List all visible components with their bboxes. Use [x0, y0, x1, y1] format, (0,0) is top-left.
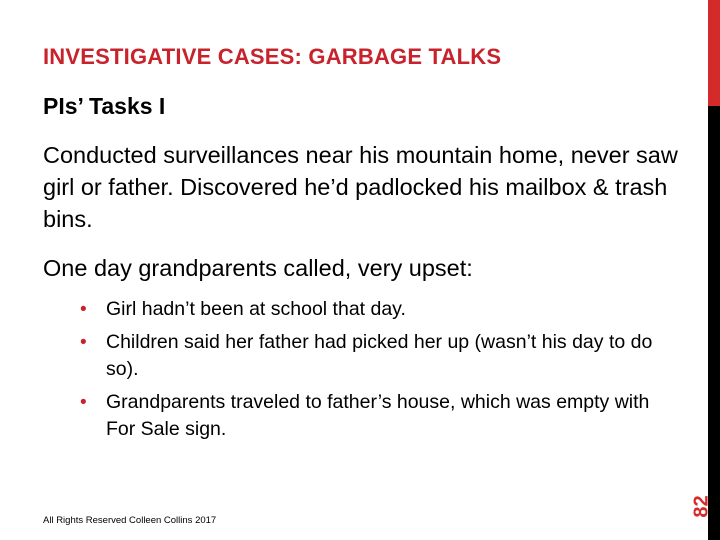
bullet-item	[80, 389, 680, 443]
slide-subtitle: PIs’ Tasks I	[43, 93, 166, 119]
bullet-icon: •	[80, 332, 87, 353]
side-accent-bar-red	[708, 0, 720, 106]
page-number: 82	[690, 495, 713, 518]
body-paragraph-1: Conducted surveillances near his mountain home, never saw girl or father. Discovered he’d padlocked his mailbox & trash bins.	[43, 142, 678, 232]
bullet-item	[80, 296, 680, 323]
bullet-text: Grandparents traveled to father’s house, which was empty with For Sale sign.	[106, 391, 650, 440]
bullet-list	[80, 296, 680, 449]
body-paragraph-2: One day grandparents called, very upset:	[43, 255, 473, 281]
slide-title: INVESTIGATIVE CASES: GARBAGE TALKS	[43, 44, 502, 69]
side-accent-bar-black	[708, 106, 720, 540]
bullet-item	[80, 329, 680, 383]
bullet-text: Girl hadn’t been at school that day.	[106, 298, 406, 320]
footer-copyright: All Rights Reserved Colleen Collins 2017	[43, 515, 217, 526]
bullet-icon: •	[80, 299, 87, 320]
bullet-icon: •	[80, 392, 87, 413]
bullet-text: Children said her father had picked her up (wasn’t his day to do so).	[106, 331, 653, 380]
